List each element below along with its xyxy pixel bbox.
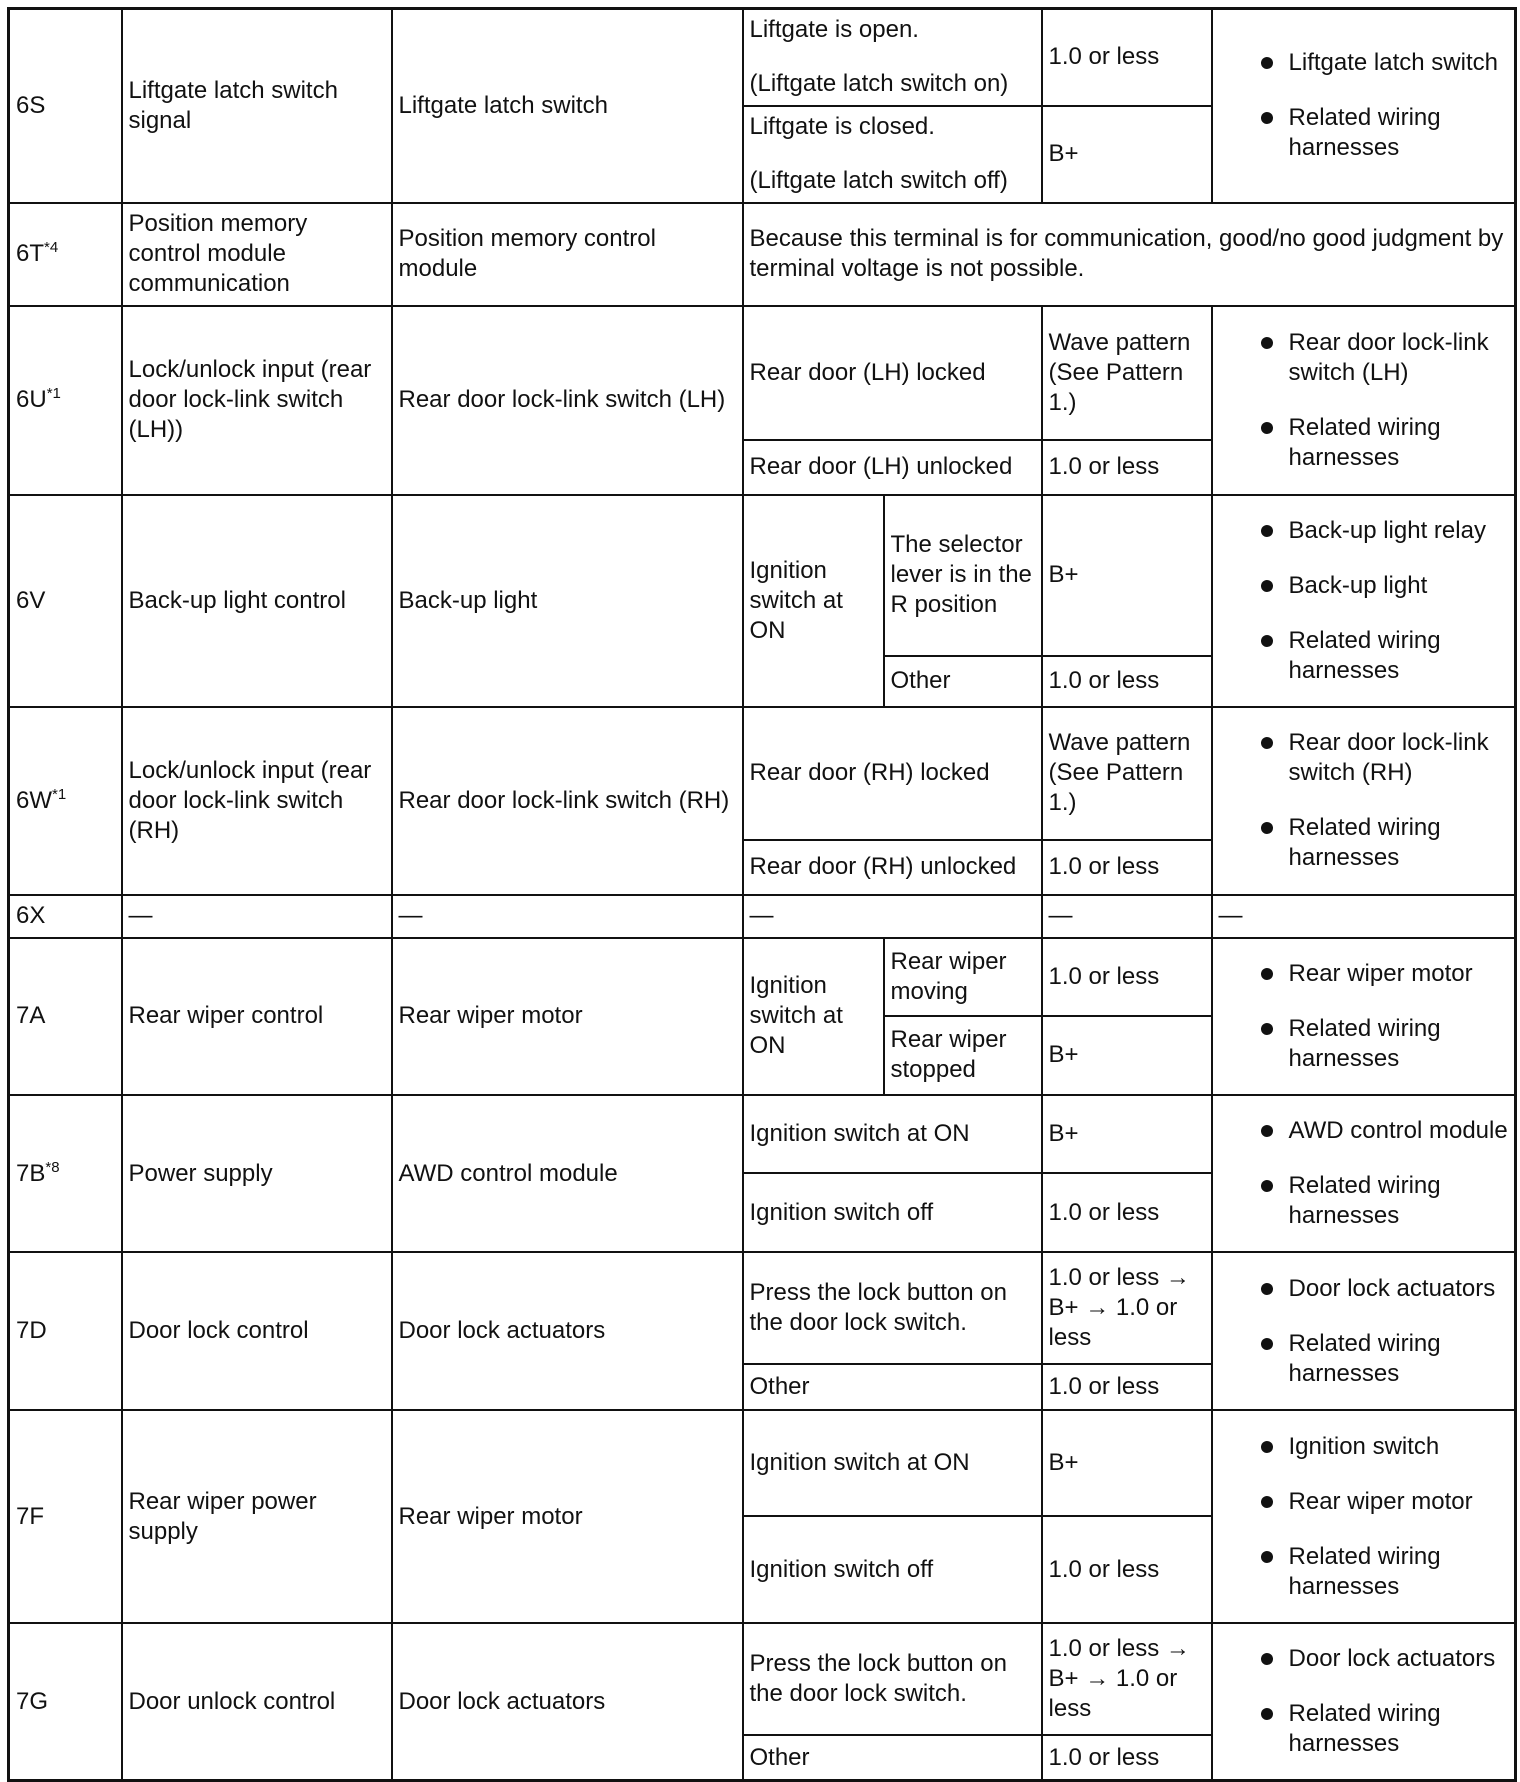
inspection-item: Rear door lock-link switch (LH) [1219, 328, 1509, 388]
inspection-items-cell [1212, 306, 1516, 495]
terminal-label: 7A [16, 1002, 46, 1030]
inspection-item: Rear door lock-link switch (RH) [1219, 728, 1509, 788]
voltage-cell: B+ [1042, 1016, 1212, 1095]
terminal-cell [9, 306, 122, 495]
inspection-items-cell [1212, 1095, 1516, 1252]
connected-to-cell: Door lock actuators [392, 1252, 743, 1410]
inspection-list [1219, 1274, 1509, 1389]
condition-cell: — [743, 895, 1042, 938]
voltage-cell: B+ [1042, 1410, 1212, 1516]
voltage-cell: 1.0 or less [1042, 440, 1212, 495]
voltage-cell: 1.0 or less [1042, 1364, 1212, 1410]
connected-to-cell: Rear wiper motor [392, 1410, 743, 1623]
bullet-icon [1261, 1653, 1273, 1665]
inspection-item: Related wiring harnesses [1219, 1699, 1509, 1759]
bullet-icon [1261, 580, 1273, 592]
condition-cell: Rear door (LH) locked [743, 306, 1042, 440]
bullet-icon [1261, 635, 1273, 647]
inspection-item: Related wiring harnesses [1219, 626, 1509, 686]
sub-condition-cell: Other [884, 656, 1042, 707]
bullet-icon [1261, 1441, 1273, 1453]
terminal-cell [9, 9, 122, 203]
comment-cell: Because this terminal is for communication, good/no good judgment by terminal voltage is not possible. [743, 203, 1516, 306]
bullet-icon [1261, 57, 1273, 69]
connected-to-cell: — [392, 895, 743, 938]
sub-condition-cell: The selector lever is in the R position [884, 495, 1042, 656]
condition-cell: Rear door (LH) unlocked [743, 440, 1042, 495]
footnote-marker: *8 [45, 1158, 60, 1176]
inspection-item: Door lock actuators [1219, 1644, 1509, 1674]
bullet-icon [1261, 337, 1273, 349]
connected-to-cell: Liftgate latch switch [392, 9, 743, 203]
table-row-6U [9, 306, 1516, 440]
sub-condition-cell: Rear wiper stopped [884, 1016, 1042, 1095]
terminal-label: 6S [16, 91, 46, 119]
inspection-list [1219, 1116, 1509, 1231]
condition-cell: Press the lock button on the door lock switch. [743, 1252, 1042, 1364]
terminal-cell [9, 1623, 122, 1780]
bullet-icon [1261, 1125, 1273, 1137]
inspection-items-cell: — [1212, 895, 1516, 938]
condition-cell: Press the lock button on the door lock switch. [743, 1623, 1042, 1735]
inspection-items-cell [1212, 1623, 1516, 1780]
connected-to-cell: Door lock actuators [392, 1623, 743, 1780]
inspection-items-cell [1212, 495, 1516, 707]
inspection-list [1219, 1432, 1509, 1602]
condition-cell: Ignition switch at ON [743, 1095, 1042, 1173]
bullet-icon [1261, 1708, 1273, 1720]
bullet-icon [1261, 112, 1273, 124]
voltage-cell: — [1042, 895, 1212, 938]
voltage-cell: 1.0 or less [1042, 840, 1212, 895]
signal-cell: Liftgate latch switch signal [122, 9, 392, 203]
inspection-item: Related wiring harnesses [1219, 1014, 1509, 1074]
table-row-7D [9, 1252, 1516, 1364]
inspection-item: Back-up light [1219, 571, 1509, 601]
bullet-icon [1261, 1551, 1273, 1563]
inspection-items-cell [1212, 1410, 1516, 1623]
bullet-icon [1261, 1180, 1273, 1192]
signal-cell: Position memory control module communication [122, 203, 392, 306]
connected-to-cell: Back-up light [392, 495, 743, 707]
condition-cell: Ignition switch at ON [743, 1410, 1042, 1516]
footnote-marker: *1 [52, 785, 67, 803]
condition-line: (Liftgate latch switch off) [749, 167, 1008, 195]
inspection-item: Related wiring harnesses [1219, 103, 1509, 163]
terminal-label: 7G [16, 1687, 49, 1715]
inspection-items-cell [1212, 707, 1516, 895]
condition-cell: Ignition switch off [743, 1173, 1042, 1252]
terminal-cell [9, 895, 122, 938]
bullet-icon [1261, 737, 1273, 749]
inspection-item: Related wiring harnesses [1219, 813, 1509, 873]
inspection-item: Rear wiper motor [1219, 1487, 1509, 1517]
condition-cell [743, 9, 1042, 106]
signal-cell: Door lock control [122, 1252, 392, 1410]
terminal-label: 6U [16, 386, 47, 414]
table-row-7A [9, 938, 1516, 1016]
inspection-item: Related wiring harnesses [1219, 1542, 1509, 1602]
inspection-item: Back-up light relay [1219, 516, 1509, 546]
voltage-cell: 1.0 or less [1042, 1735, 1212, 1780]
connected-to-cell: Rear wiper motor [392, 938, 743, 1095]
inspection-item: Liftgate latch switch [1219, 48, 1509, 78]
terminal-voltage-table [7, 7, 1517, 1782]
inspection-list [1219, 728, 1509, 873]
voltage-cell: 1.0 or less [1042, 9, 1212, 106]
voltage-cell: B+ [1042, 106, 1212, 203]
table-row-6T [9, 203, 1516, 306]
voltage-cell: 1.0 or less [1042, 938, 1212, 1016]
voltage-cell: Wave pattern (See Pattern 1.) [1042, 707, 1212, 840]
footnote-marker: *1 [46, 385, 61, 403]
terminal-cell [9, 1410, 122, 1623]
terminal-label: 7B [16, 1159, 46, 1187]
bullet-icon [1261, 1496, 1273, 1508]
terminal-label: 6V [16, 586, 46, 614]
inspection-items-cell [1212, 9, 1516, 203]
connected-to-cell: Position memory control module [392, 203, 743, 306]
connected-to-cell: AWD control module [392, 1095, 743, 1252]
signal-cell: Rear wiper control [122, 938, 392, 1095]
inspection-item: Related wiring harnesses [1219, 413, 1509, 473]
table-row-6W [9, 707, 1516, 840]
footnote-marker: *4 [44, 239, 59, 257]
signal-cell: Lock/unlock input (rear door lock-link switch (RH) [122, 707, 392, 895]
voltage-cell: 1.0 or less → B+ → 1.0 or less [1042, 1252, 1212, 1364]
inspection-item: Related wiring harnesses [1219, 1329, 1509, 1389]
bullet-icon [1261, 422, 1273, 434]
voltage-cell: B+ [1042, 1095, 1212, 1173]
terminal-label: 6T [16, 240, 45, 268]
inspection-item: Door lock actuators [1219, 1274, 1509, 1304]
table-row-7B [9, 1095, 1516, 1173]
inspection-list [1219, 1644, 1509, 1759]
inspection-items-cell [1212, 1252, 1516, 1410]
condition-cell: Other [743, 1364, 1042, 1410]
bullet-icon [1261, 525, 1273, 537]
table-row-6X [9, 895, 1516, 938]
voltage-cell: 1.0 or less [1042, 1516, 1212, 1623]
terminal-label: 6W [16, 786, 52, 814]
signal-cell: Back-up light control [122, 495, 392, 707]
connected-to-cell: Rear door lock-link switch (RH) [392, 707, 743, 895]
terminal-cell [9, 1095, 122, 1252]
signal-cell: — [122, 895, 392, 938]
terminal-cell [9, 203, 122, 306]
inspection-item: AWD control module [1219, 1116, 1509, 1146]
terminal-cell [9, 707, 122, 895]
terminal-label: 7D [16, 1317, 47, 1345]
inspection-list [1219, 516, 1509, 686]
main-condition-cell: Ignition switch at ON [743, 938, 884, 1095]
inspection-items-cell [1212, 938, 1516, 1095]
condition-cell [743, 106, 1042, 203]
terminal-cell [9, 938, 122, 1095]
signal-cell: Rear wiper power supply [122, 1410, 392, 1623]
terminal-label: 6X [16, 902, 46, 930]
condition-cell: Rear door (RH) locked [743, 707, 1042, 840]
bullet-icon [1261, 822, 1273, 834]
bullet-icon [1261, 1283, 1273, 1295]
voltage-cell: 1.0 or less [1042, 1173, 1212, 1252]
condition-cell: Other [743, 1735, 1042, 1780]
condition-cell: Rear door (RH) unlocked [743, 840, 1042, 895]
main-condition-cell: Ignition switch at ON [743, 495, 884, 707]
voltage-cell: B+ [1042, 495, 1212, 656]
sub-condition-cell: Rear wiper moving [884, 938, 1042, 1016]
voltage-cell: 1.0 or less → B+ → 1.0 or less [1042, 1623, 1212, 1735]
inspection-list [1219, 328, 1509, 473]
bullet-icon [1261, 1023, 1273, 1035]
inspection-list [1219, 959, 1509, 1074]
bullet-icon [1261, 968, 1273, 980]
table-row-7F [9, 1410, 1516, 1516]
table-row-6V [9, 495, 1516, 656]
signal-cell: Door unlock control [122, 1623, 392, 1780]
condition-line: Liftgate is open. [749, 16, 919, 44]
inspection-item: Related wiring harnesses [1219, 1171, 1509, 1231]
voltage-cell: Wave pattern (See Pattern 1.) [1042, 306, 1212, 440]
condition-line: Liftgate is closed. [749, 113, 935, 141]
terminal-cell [9, 1252, 122, 1410]
table-row-6S [9, 9, 1516, 106]
signal-cell: Lock/unlock input (rear door lock-link switch (LH)) [122, 306, 392, 495]
signal-cell: Power supply [122, 1095, 392, 1252]
inspection-list [1219, 48, 1509, 163]
voltage-cell: 1.0 or less [1042, 656, 1212, 707]
table-row-7G [9, 1623, 1516, 1735]
condition-cell: Ignition switch off [743, 1516, 1042, 1623]
inspection-item: Ignition switch [1219, 1432, 1509, 1462]
inspection-item: Rear wiper motor [1219, 959, 1509, 989]
bullet-icon [1261, 1338, 1273, 1350]
condition-line: (Liftgate latch switch on) [749, 70, 1009, 98]
terminal-cell [9, 495, 122, 707]
connected-to-cell: Rear door lock-link switch (LH) [392, 306, 743, 495]
terminal-label: 7F [16, 1502, 45, 1530]
